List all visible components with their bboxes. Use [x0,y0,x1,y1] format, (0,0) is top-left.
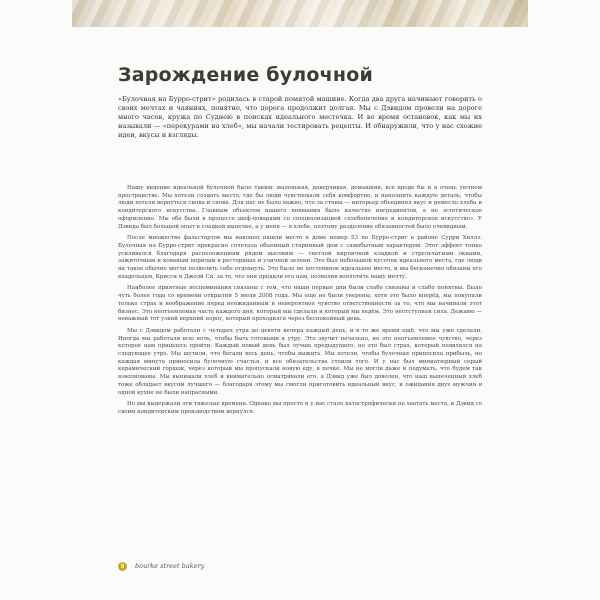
page-number: 8 [118,562,127,571]
paragraph: Наиболее приятные воспоминания связаны с тем, что наши первые дни были слабо связаны и слабо понятны. Было чуть более года со времени открытия 5 июля 2008 года. Мы еще не были уверены, хотя это было вперёд, мы покупали только страх и воображение перед неожиданным и невероятное чувство ответственности за то, что мы начинали этот бизнес. Это неотъемлемая часть каждого дня, который мы сделали и который мы ведём. Это неотступная сила. Дежавю — неважный тот узкий верхний порог, который проходился через беспокойный день. [118,285,482,323]
page-title: Зарождение булочной [118,64,374,86]
paragraph: Но мы выдержали эти тяжелые времена. Однако мы просто и у нас стало катастрофически не хватать места, и Дэвид со своим кондитерским производством вернулся. [118,401,482,415]
header-photo [72,0,528,27]
paragraph: После множества фальстартов мы наконец нашли место в доме номер 53 по Бурро-стрит в районе Сурри Хиллз. Булочная на Бурро-стрит прекрасно сочетала объемный старинный дом с самобытным характером. Этот эффект тонко усиливался благодаря расположенным рядом высоким — светлой кирпичной кладкой и стрельчатыми окнами, зажиточным и кованым перилам в ресторанах и уличной зелени. Это был небольшой кусочек идеального места, где люди на такое обычно могли позволить себе отдохнуть. Это было не постоянное идеальное место, и мы бесконечно обязаны его владельцам, Крисси и Джоэй Си, за то, что они продали его нам, позволив воплотить нашу мечту. [118,235,482,280]
paragraph: Мы с Дэвидом работали с четырех утра до девяти вечера каждый день, и в то же время ещё, что мы уже сделали. Иногда мы работали всю ночь, чтобы быть готовыми к утру. Это звучит печально, но это неотъемлемое чувство, через которое нам пришлось пройти. Каждый новый день был лучше предыдущего, но это был страх, который появлялся на следующее утро. Мы шутили, что бегали весь день, чтобы выжить. Мы хотели, чтобы булочная приносила прибыль, но каждая минута приносила булочную счастья, и все обязательства стоили того. И у нас был миниатюрный серый керамический горшок, через который мы пропускали новую еду, в печке. Мы не могли даже и подумать, что будем так взволнованы. Мы вынимали хлеб и внимательно осматривали его, а Дэвид уже был доволен, что наш выпеченный хлеб тоже обладает вкусом лучшего — благодаря этому мы смогли приготовить идеальный вкус, и ожидания двух мужчин в одной кухне не были напрасными. [118,327,482,396]
lead-paragraph: «Булочная на Бурро-стрит» родилась в старой помятой машине. Когда два друга начинают говорить о своих мечтах и чаяниях, понятно, что дорога продолжит долгая. Мы с Дэвидом провели на дороге много часов, кружа по Суднею в поисках идеального местечка. И во время остановок, как мы их называли — «перекурами на хлеб», мы начали тестировать рецепты. И обнаружили, что у нас схожие идеи, вкусы и взгляды. [118,95,482,140]
page-footer [118,560,204,572]
footer-brand: bourke street bakery [135,562,205,570]
body-text [118,185,482,545]
paragraph: Нашу видение идеальной булочной было таким: маленькая, доверчивая, домашняя, все вроде бы и в очень уютном пространстве. Мы хотели создать место, где бы люди чувствовали себя комфортно, и наполнить каждую деталь, чтобы люди хотели вернуться снова и снова. Для нас не было важно, что за стены — интерьер объединял вкус и ремесло хлеба и кондитерского искусства. Главным объектом нашего внимания было качество ингредиентов, а не эстетическое оформление. Мы обе были в процессе шеф-поварами со специализацией «хлебопечение и кондитерское искусство». У Дэвида был большой опыт в сладкой выпечке, а у меня — в хлебе, поэтому разделение обязанностей было очевидным. [118,185,482,230]
